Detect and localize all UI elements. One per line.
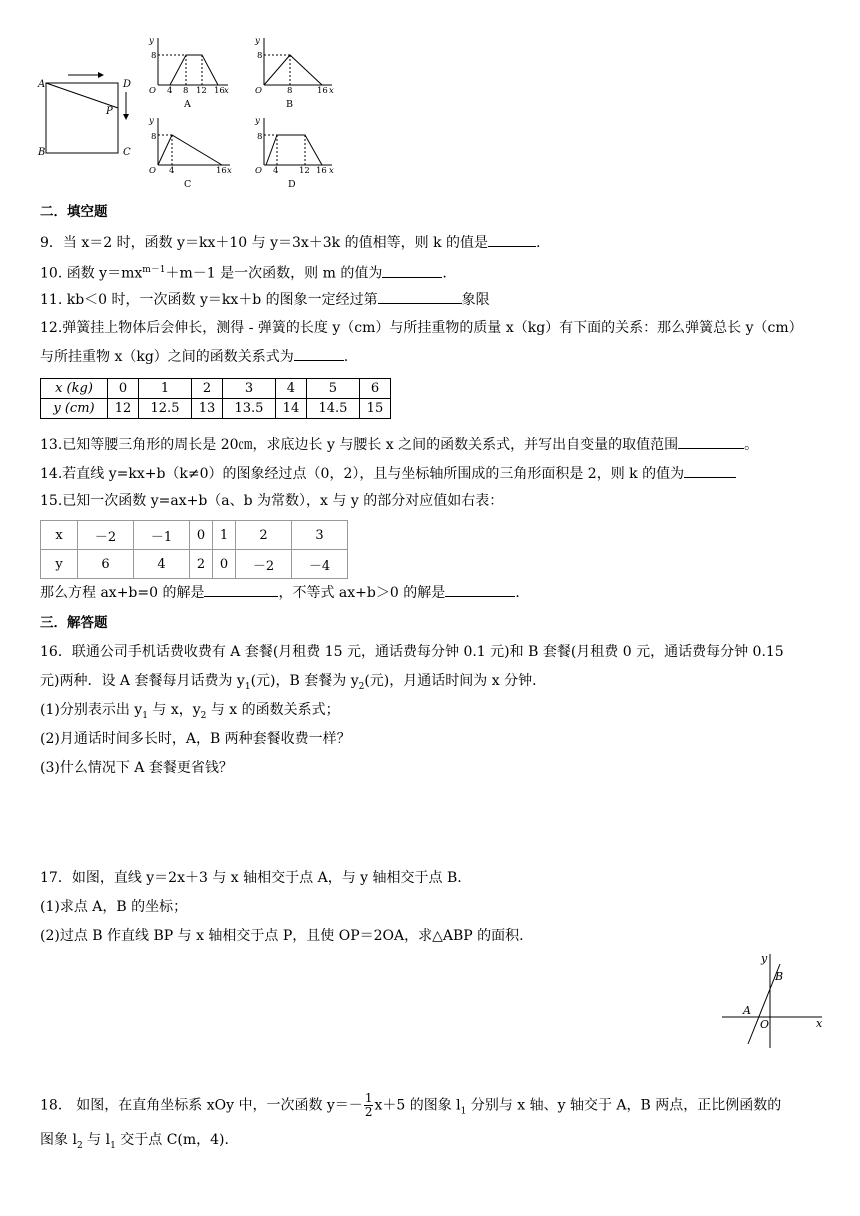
label-B: B [38,147,46,158]
linear-table [40,520,348,579]
graph-C [148,116,232,190]
section-2-heading: 二．填空题 [40,204,108,220]
question-13: 13.已知等腰三角形的周长是 20㎝，求底边长 y 与腰长 x 之间的函数关系式，并写出自变量的取值范围 。 [40,434,758,455]
line-graph-figure [718,950,828,1052]
table-row: x －2 －1 0 1 2 3 [41,521,348,550]
x-axis-label: x [816,1017,823,1030]
svg-text:16: 16 [316,166,327,176]
question-16-line-2: 元)两种．设 A 套餐每月话费为 $y_1$(元)，B 套餐为 $y_2$(元)，月通话时间为 x 分钟． [40,673,547,692]
graph-A [148,36,229,110]
graph-D [254,116,334,190]
label-P: P [106,106,113,117]
question-16-part-3: (3)什么情况下 A 套餐更省钱？ [40,760,233,776]
table-header: x [41,521,78,550]
svg-text:16: 16 [214,86,225,96]
svg-text:x: x [329,86,334,96]
point-A-label: A [743,1004,751,1017]
svg-text:8: 8 [257,132,263,142]
svg-text:8: 8 [257,51,263,61]
label-C: C [123,147,131,158]
svg-text:y: y [255,116,260,126]
question-18-line-2: 图象 $l_2$ 与 $l_1$ 交于点 C(m，4). [40,1132,229,1151]
svg-text:x: x [329,166,334,176]
question-11: 11. kb＜0 时，一次函数 y＝kx＋b 的图象一定经过第 象限 [40,289,490,310]
section-3-heading: 三．解答题 [40,615,108,631]
svg-text:x: x [224,86,229,96]
question-15: 15.已知一次函数 y=ax+b（a、b 为常数），x 与 y 的部分对应值如右表： [40,493,504,509]
svg-text:O: O [255,166,262,176]
svg-text:O: O [149,86,156,96]
question-9: 9．当 x＝2 时，函数 y＝kx＋10 与 y＝3x＋3k 的值相等，则 k 的值是 . [40,232,540,253]
svg-text:y: y [149,116,154,126]
label-A: A [38,79,46,90]
question-14: 14.若直线 y=kx+b（k≠0）的图象经过点（0，2），且与坐标轴所围成的三角形面积是 2，则 k 的值为 [40,463,736,484]
svg-text:12: 12 [196,86,207,96]
question-15-answer: 那么方程 ax+b=0 的解是 ，不等式 ax+b＞0 的解是 . [40,582,520,603]
svg-text:8: 8 [287,86,293,96]
table-header: y [41,550,78,579]
svg-text:A: A [184,99,191,110]
svg-text:8: 8 [183,86,189,96]
question-17-part-2: (2)过点 B 作直线 BP 与 x 轴相交于点 P，且使 OP＝2OA，求△ABP 的面积. [40,928,524,944]
label-D: D [123,79,132,90]
square-figure [37,72,131,158]
svg-text:B: B [286,99,293,110]
question-10: 10. 函数 $y=mx^{m-1}+m-1$ 是一次函数，则 m 的值为 . [40,260,447,284]
table-header: x (kg) [41,379,108,399]
question-12-line-2: 与所挂重物 x（kg）之间的函数关系式为 . [40,346,348,367]
question-12-line-1: 12.弹簧挂上物体后会伸长，测得 - 弹簧的长度 y（cm）与所挂重物的质量 x（kg）有下面的关系：那么弹簧总长 y（cm） [40,320,803,336]
svg-text:x: x [227,166,232,176]
svg-text:4: 4 [273,166,279,176]
question-17-part-1: (1)求点 A，B 的坐标； [40,899,188,915]
svg-text:4: 4 [167,86,173,96]
table-row: y (cm) 12 12.5 13 13.5 14 14.5 15 [41,399,391,419]
svg-text:4: 4 [169,166,175,176]
question-16-line-1: 16．联通公司手机话费收费有 A 套餐(月租费 15 元，通话费每分钟 0.1 元)和 B 套餐(月租费 0 元，通话费每分钟 0.15 [40,644,784,660]
svg-text:O: O [255,86,262,96]
question-16-part-2: (2)月通话时间多长时，A，B 两种套餐收费一样？ [40,731,351,747]
spring-table [40,378,391,419]
svg-text:8: 8 [151,51,157,61]
fraction: $\frac{1}{2}$ [364,1091,373,1119]
top-figure [30,30,350,200]
table-row: y 6 4 2 0 －2 －4 [41,550,348,579]
svg-text:D: D [288,179,296,190]
table-header: y (cm) [41,399,108,419]
origin-label: O [760,1018,770,1031]
svg-text:12: 12 [299,166,310,176]
svg-text:O: O [149,166,156,176]
question-16-part-1: (1)分别表示出 $y_1$ 与 x，$y_2$ 与 x 的函数关系式； [40,702,340,721]
svg-text:y: y [255,36,260,46]
svg-text:16: 16 [216,166,227,176]
question-17-line-1: 17．如图，直线 y＝2x＋3 与 x 轴相交于点 A，与 y 轴相交于点 B. [40,870,462,886]
y-axis-label: y [761,952,768,965]
svg-text:8: 8 [151,132,157,142]
svg-text:C: C [184,179,192,190]
question-18-line-1: 18． 如图，在直角坐标系 xOy 中，一次函数 y＝－ $\frac{1}{2}$ x＋5 的图象 $l_1$ 分别与 x 轴、y 轴交于 A，B 两点，正比例函数的 [40,1091,782,1119]
graph-B [254,36,334,110]
point-B-label: B [775,970,784,983]
svg-text:16: 16 [317,86,328,96]
svg-text:y: y [149,36,154,46]
table-row: x (kg) 0 1 2 3 4 5 6 [41,379,391,399]
